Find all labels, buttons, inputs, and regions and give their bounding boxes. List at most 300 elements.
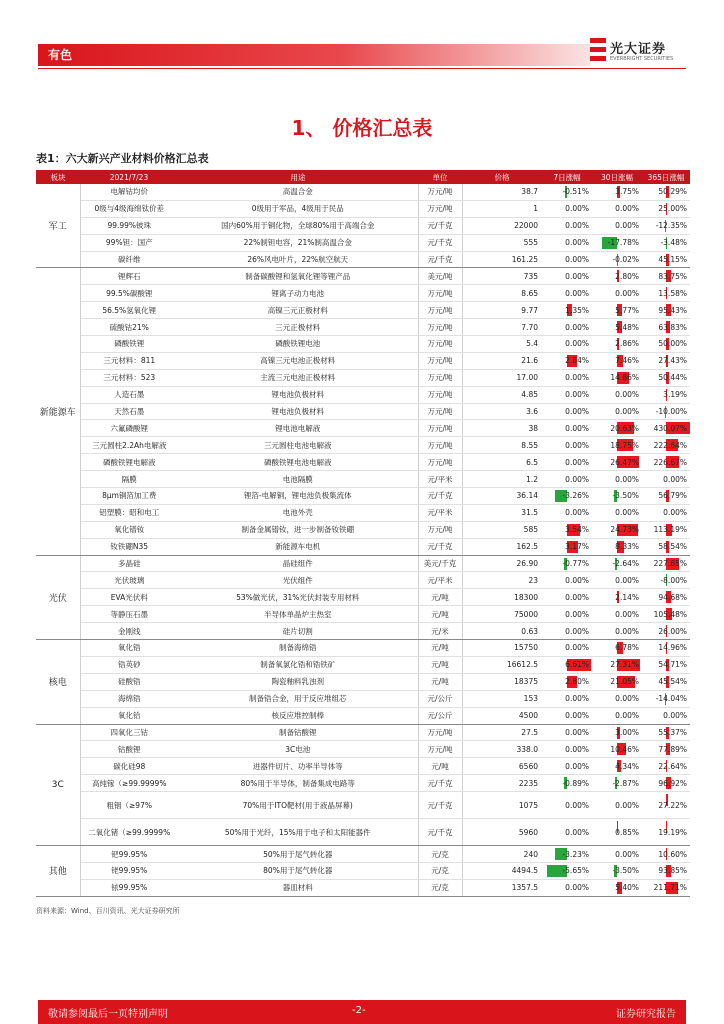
table-row [36,504,690,521]
material-name: 二氧化锗（≥99.9999% [80,819,178,846]
unit-cell: 元/公斤 [418,707,462,724]
change-30d-cell [592,184,642,200]
price-cell: 0.63 [462,623,542,640]
change-30d-value: -3.50% [612,866,639,876]
unit-cell: 万元/吨 [418,285,462,302]
change-7d-value: 0.00% [565,423,589,433]
logo-mark-icon [590,38,606,62]
unit-cell: 元/千克 [418,538,462,555]
unit-cell: 元/吨 [418,673,462,690]
table-row [36,555,690,572]
material-name: 硫酸钴21% [80,319,178,336]
header-band [38,44,590,66]
change-7d-value: 0.00% [565,204,589,214]
change-365d-cell [642,454,690,471]
price-cell: 1075 [462,792,542,819]
change-7d-value: 0.00% [565,221,589,231]
change-365d-cell [642,673,690,690]
change-7d-value: -0.89% [562,778,589,788]
material-use: 80%用于半导体，制备集成电路等 [178,775,418,792]
change-30d-cell [592,846,642,863]
change-365d-cell [642,437,690,454]
change-30d-value: 0.00% [615,800,639,810]
unit-cell: 元/千克 [418,217,462,234]
change-7d-value: 0.00% [565,883,589,893]
change-365d-value: 45.54% [658,677,687,687]
logo-name-cn: 光大证券 [610,42,667,57]
material-name: 磷酸铁锂 [80,336,178,353]
change-7d-cell [542,200,592,217]
change-30d-value: 2.14% [615,592,639,602]
change-7d-value: 0.00% [565,474,589,484]
change-365d-value: -14.04% [655,694,687,704]
change-7d-cell [542,758,592,775]
change-7d-cell [542,741,592,758]
material-use: 高镍三元电池正极材料 [178,352,418,369]
change-30d-value: 0.00% [615,849,639,859]
change-365d-cell [642,690,690,707]
change-30d-value: 0.00% [615,508,639,518]
unit-cell: 美元/吨 [418,268,462,285]
change-365d-cell [642,724,690,741]
material-use: 制备金属镨钕，进一步制备钕铁硼 [178,521,418,538]
change-7d-value: 0.00% [565,800,589,810]
material-use: 锂电池电解液 [178,420,418,437]
change-30d-value: -2.87% [612,778,639,788]
table-row [36,234,690,251]
material-use: 锂离子动力电池 [178,285,418,302]
change-30d-value: 0.85% [615,827,639,837]
price-cell: 2235 [462,775,542,792]
change-30d-cell [592,758,642,775]
footer-disclaimer: 敬请参阅最后一页特别声明 [48,1009,168,1020]
change-7d-cell [542,846,592,863]
table-row [36,879,690,896]
change-365d-value: 50.29% [658,187,687,197]
change-365d-value: 13.58% [658,288,687,298]
change-30d-value: 27.31% [610,660,639,670]
change-365d-cell [642,862,690,879]
change-7d-value: 0.00% [565,238,589,248]
material-use: 半导体单晶炉主热室 [178,606,418,623]
material-name: 铱99.95% [80,879,178,896]
change-30d-cell [592,555,642,572]
unit-cell: 元/千克 [418,251,462,268]
change-7d-cell [542,285,592,302]
change-365d-cell [642,555,690,572]
material-name: 钕铁硼N35 [80,538,178,555]
source-note: 资料来源：Wind、百川资讯、光大证券研究所 [36,907,180,915]
change-7d-cell [542,504,592,521]
unit-cell: 元/吨 [418,640,462,657]
table-row [36,572,690,589]
change-365d-value: 25.00% [658,204,687,214]
price-cell: 17.00 [462,369,542,386]
change-30d-cell [592,488,642,505]
unit-cell: 万元/吨 [418,437,462,454]
header-rule [38,68,686,69]
section-label: 有色 [48,48,73,62]
material-name: 钴酸锂 [80,741,178,758]
change-365d-cell [642,319,690,336]
table-row [36,640,690,657]
change-365d-cell [642,234,690,251]
price-cell: 38 [462,420,542,437]
change-365d-cell [642,184,690,200]
change-365d-cell [642,538,690,555]
change-30d-value: 0.00% [615,575,639,585]
unit-cell: 元/吨 [418,758,462,775]
change-7d-value: -0.51% [562,187,589,197]
change-30d-value: 5.48% [615,322,639,332]
change-7d-value: 0.00% [565,727,589,737]
change-30d-value: 0.00% [615,221,639,231]
change-30d-cell [592,741,642,758]
unit-cell: 元/千克 [418,234,462,251]
change-365d-cell [642,623,690,640]
table-row [36,724,690,741]
table-header-row [36,170,690,184]
footer-report-type: 证券研究报告 [616,1009,676,1020]
change-30d-value: 18.75% [610,440,639,450]
material-use: 制备海绵锆 [178,640,418,657]
change-365d-value: 95.43% [658,305,687,315]
unit-cell: 元/克 [418,846,462,863]
page-number: -2- [352,1005,366,1016]
table-row [36,862,690,879]
change-365d-value: 14.96% [658,643,687,653]
col-header-365d: 365日涨幅 [642,170,690,184]
change-365d-cell [642,572,690,589]
change-30d-cell [592,454,642,471]
sector-cell: 军工 [36,184,80,268]
price-cell: 1 [462,200,542,217]
change-7d-value: 2.84% [565,356,589,366]
price-cell: 8.65 [462,285,542,302]
change-365d-value: -3.48% [660,238,687,248]
change-7d-value: 0.00% [565,609,589,619]
material-use: 锂电池负极材料 [178,386,418,403]
change-365d-cell [642,403,690,420]
change-365d-value: 83.75% [658,271,687,281]
material-use: 器皿材料 [178,879,418,896]
table-row [36,690,690,707]
change-30d-cell [592,369,642,386]
change-365d-cell [642,386,690,403]
change-7d-cell [542,488,592,505]
change-365d-value: 0.00% [663,508,687,518]
change-30d-cell [592,538,642,555]
table-row [36,386,690,403]
change-365d-cell [642,792,690,819]
change-30d-value: 0.00% [615,390,639,400]
sector-cell: 光伏 [36,555,80,639]
price-summary-table [36,170,690,897]
change-30d-cell [592,386,642,403]
change-30d-value: 20.63% [610,423,639,433]
unit-cell: 元/平米 [418,471,462,488]
change-30d-cell [592,234,642,251]
unit-cell: 万元/吨 [418,724,462,741]
material-name: 氧化铪 [80,707,178,724]
price-cell: 1.2 [462,471,542,488]
change-7d-cell [542,606,592,623]
material-use: 制备碳酸锂和氢氧化锂等锂产品 [178,268,418,285]
unit-cell: 万元/吨 [418,369,462,386]
unit-cell: 元/千克 [418,819,462,846]
change-365d-value: 93.85% [658,866,687,876]
unit-cell: 元/千克 [418,488,462,505]
change-7d-cell [542,336,592,353]
change-7d-value: 0.00% [565,643,589,653]
change-30d-value: 2.86% [615,339,639,349]
change-30d-cell [592,302,642,319]
change-7d-cell [542,437,592,454]
table-row [36,538,690,555]
unit-cell: 万元/吨 [418,200,462,217]
material-name: 高纯镓（≥99.9999% [80,775,178,792]
price-cell: 555 [462,234,542,251]
change-30d-cell [592,352,642,369]
change-365d-value: 222.64% [653,440,687,450]
change-7d-value: 0.00% [565,744,589,754]
change-30d-cell [592,690,642,707]
change-30d-value: 5.40% [615,883,639,893]
material-name: 天然石墨 [80,403,178,420]
change-7d-cell [542,302,592,319]
change-365d-cell [642,589,690,606]
unit-cell: 元/千克 [418,775,462,792]
change-7d-value: 0.00% [565,711,589,721]
material-use: 国内60%用于铜化物，全球80%用于高端合金 [178,217,418,234]
change-30d-value: 3.00% [615,727,639,737]
change-30d-cell [592,606,642,623]
change-7d-cell [542,386,592,403]
change-365d-cell [642,741,690,758]
change-365d-value: 50.44% [658,373,687,383]
unit-cell: 万元/吨 [418,420,462,437]
change-30d-cell [592,792,642,819]
change-7d-value: 0.00% [565,288,589,298]
change-365d-cell [642,846,690,863]
change-365d-cell [642,251,690,268]
material-name: EVA光伏料 [80,589,178,606]
material-name: 四氧化三钴 [80,724,178,741]
table-row [36,606,690,623]
table-row [36,319,690,336]
change-30d-value: 10.46% [610,744,639,754]
change-30d-cell [592,268,642,285]
change-30d-value: 0.00% [615,474,639,484]
table-row [36,217,690,234]
change-7d-cell [542,251,592,268]
change-7d-cell [542,319,592,336]
change-30d-cell [592,471,642,488]
table-caption: 表1：六大新兴产业材料价格汇总表 [36,152,209,165]
change-30d-cell [592,623,642,640]
change-365d-value: -10.00% [655,407,687,417]
change-30d-value: 0.00% [615,694,639,704]
material-use: 磷酸铁锂电池 [178,336,418,353]
change-30d-cell [592,862,642,879]
material-use: 80%用于尾气转化器 [178,862,418,879]
change-30d-value: -3.50% [612,491,639,501]
table-row [36,819,690,846]
change-365d-cell [642,775,690,792]
change-365d-cell [642,420,690,437]
price-cell: 3.6 [462,403,542,420]
price-cell: 4494.5 [462,862,542,879]
change-365d-cell [642,336,690,353]
change-30d-value: 7.46% [615,356,639,366]
change-30d-cell [592,819,642,846]
change-30d-value: 0.00% [615,626,639,636]
change-7d-cell [542,217,592,234]
change-30d-cell [592,572,642,589]
material-name: 铑99.95% [80,862,178,879]
material-name: 氧化锆 [80,640,178,657]
material-use: 磷酸铁锂电池电解液 [178,454,418,471]
change-7d-cell [542,369,592,386]
change-365d-value: 3.19% [663,390,687,400]
table-row [36,352,690,369]
change-7d-value: 0.00% [565,457,589,467]
change-365d-cell [642,521,690,538]
material-use: 53%做光伏，31%光伏封装专用材料 [178,589,418,606]
material-use: 主流三元电池正极材料 [178,369,418,386]
price-cell: 9.77 [462,302,542,319]
change-7d-value: 0.00% [565,255,589,264]
change-365d-cell [642,707,690,724]
change-30d-cell [592,879,642,896]
unit-cell: 元/公斤 [418,690,462,707]
change-365d-cell [642,285,690,302]
unit-cell: 元/克 [418,862,462,879]
change-365d-value: 22.64% [658,761,687,771]
unit-cell: 万元/吨 [418,386,462,403]
change-7d-cell [542,819,592,846]
change-365d-value: 19.19% [658,827,687,837]
table-body [36,184,690,896]
change-7d-value: 0.00% [565,440,589,450]
change-365d-cell [642,819,690,846]
price-cell: 4.85 [462,386,542,403]
table-row [36,336,690,353]
change-30d-cell [592,640,642,657]
price-cell: 8.55 [462,437,542,454]
table-row [36,420,690,437]
price-cell: 161.25 [462,251,542,268]
material-use: 制备钴酸锂 [178,724,418,741]
unit-cell: 万元/吨 [418,741,462,758]
price-cell: 75000 [462,606,542,623]
material-use: 26%风电叶片，22%航空航天 [178,251,418,268]
change-7d-cell [542,589,592,606]
table-row [36,302,690,319]
material-use: 电池外壳 [178,504,418,521]
change-30d-cell [592,319,642,336]
material-name: 磷酸铁锂电解液 [80,454,178,471]
change-30d-cell [592,403,642,420]
change-365d-cell [642,758,690,775]
change-30d-value: 5.77% [615,305,639,315]
change-7d-value: 0.00% [565,271,589,281]
table-row [36,707,690,724]
material-use: 核反应堆控制棒 [178,707,418,724]
material-use: 高温合金 [178,184,418,200]
change-30d-value: 3.75% [615,187,639,197]
table-row [36,184,690,200]
change-365d-value: -12.35% [655,221,687,231]
company-logo [590,36,686,66]
change-30d-value: 24.73% [610,525,639,535]
change-30d-cell [592,589,642,606]
change-7d-value: 0.00% [565,626,589,636]
change-30d-cell [592,251,642,268]
material-name: 氧化镨钕 [80,521,178,538]
material-name: 人造石墨 [80,386,178,403]
change-30d-value: -2.64% [612,559,639,569]
material-name: 多晶硅 [80,555,178,572]
material-use: 进器件切片、功率半导体等 [178,758,418,775]
price-cell: 585 [462,521,542,538]
logo-name-en: EVERBRIGHT SECURITIES [610,56,674,62]
change-7d-cell [542,690,592,707]
material-name: 海绵锆 [80,690,178,707]
table-row [36,792,690,819]
price-cell: 21.6 [462,352,542,369]
material-use: 高镍三元正极材料 [178,302,418,319]
unit-cell: 万元/吨 [418,184,462,200]
col-header-date: 2021/7/23 [80,170,178,184]
table-row [36,656,690,673]
change-30d-value: 21.05% [610,677,639,687]
table-row [36,251,690,268]
change-30d-cell [592,200,642,217]
sector-cell: 3C [36,724,80,846]
change-365d-value: 77.89% [658,744,687,754]
material-name: 铝塑膜：昭和电工 [80,504,178,521]
change-365d-value: 58.54% [658,542,687,552]
change-365d-cell [642,302,690,319]
change-7d-value: -3.26% [562,491,589,501]
change-365d-value: 113.19% [653,525,687,535]
change-7d-value: -5.65% [562,866,589,876]
price-cell: 162.5 [462,538,542,555]
unit-cell: 元/平米 [418,572,462,589]
material-name: 隔膜 [80,471,178,488]
change-365d-value: 430.07% [653,423,687,433]
change-365d-value: 27.22% [658,800,687,810]
change-7d-cell [542,572,592,589]
table-row [36,200,690,217]
change-7d-value: 3.17% [565,542,589,552]
change-7d-cell [542,471,592,488]
change-30d-cell [592,521,642,538]
change-7d-value: 0.00% [565,761,589,771]
material-name: 金刚线 [80,623,178,640]
material-use: 锂电池负极材料 [178,403,418,420]
price-cell: 240 [462,846,542,863]
change-365d-value: 63.83% [658,322,687,332]
change-7d-cell [542,184,592,200]
price-cell: 7.70 [462,319,542,336]
change-7d-cell [542,268,592,285]
change-30d-value: 0.00% [615,204,639,214]
material-use: 光伏组件 [178,572,418,589]
change-365d-cell [642,488,690,505]
unit-cell: 万元/吨 [418,319,462,336]
